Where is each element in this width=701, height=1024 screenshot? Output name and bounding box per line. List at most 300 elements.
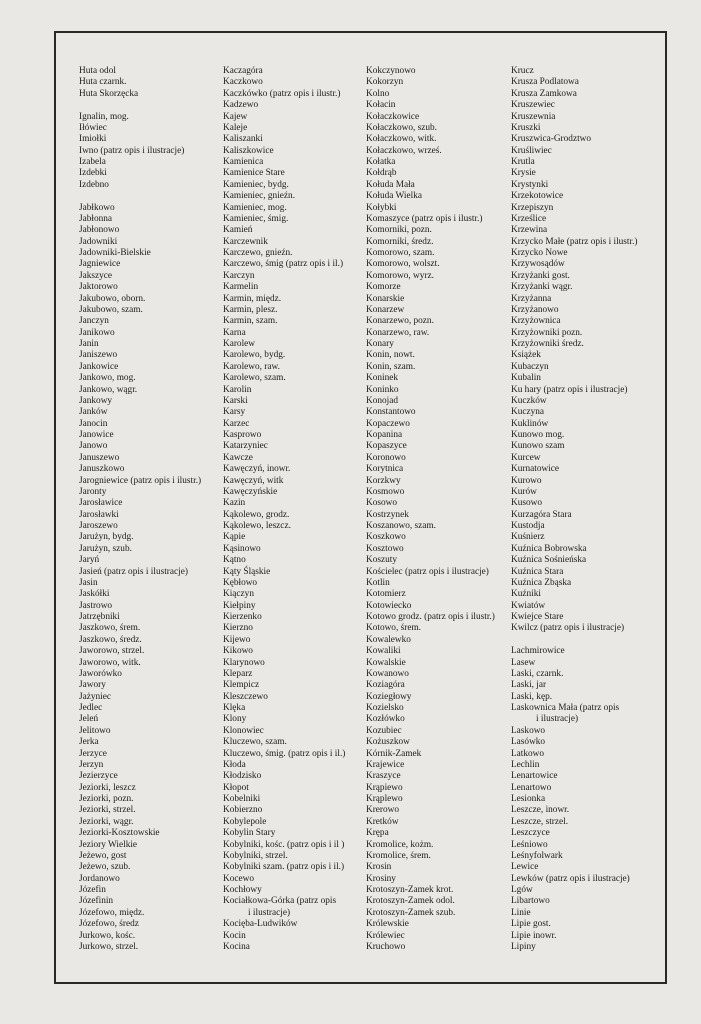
place-entry: Kleparz [223, 668, 253, 679]
place-entry: Kozubiec [366, 725, 402, 736]
place-entry: Kołybki [366, 202, 397, 213]
place-entry: Janowo [79, 441, 108, 452]
place-entry: Kąsinowo [223, 543, 261, 554]
place-entry: Jurkowo, kośc. [79, 930, 136, 941]
place-entry: Jerzyce [79, 748, 107, 759]
place-entry: Krępa [366, 828, 389, 839]
place-entry: Jeleń [79, 714, 99, 725]
place-entry: Kocięba-Ludwików [223, 919, 298, 930]
place-entry: Kobylniki, kośc. (patrz opis i il ) [223, 839, 345, 850]
place-entry: Laski, czarnk. [511, 668, 564, 679]
place-entry: Kłopot [223, 782, 249, 793]
place-entry: Koziegłowy [366, 691, 412, 702]
place-entry: Kołaczkowo, szub. [366, 122, 437, 133]
place-entry: Kaczkowo [223, 77, 263, 88]
place-entry: Kikowo [223, 646, 253, 657]
place-entry: Karolin [223, 384, 252, 395]
place-entry: Krzepiszyn [511, 202, 554, 213]
place-entry: Kunowo szam [511, 441, 565, 452]
place-entry: Kopaszyce [366, 441, 407, 452]
place-entry: Koninek [366, 373, 399, 384]
place-entry: Koninko [366, 384, 399, 395]
place-entry: Lechlin [511, 759, 540, 770]
place-entry: Lipie gost. [511, 919, 551, 930]
column-1 [79, 66, 219, 953]
place-entry: Imiołki [79, 134, 107, 145]
place-entry: Lenartowo [511, 782, 552, 793]
place-entry: Kokorzyn [366, 77, 404, 88]
place-entry: Jankowo, wągr. [79, 384, 138, 395]
place-entry: Kurnatowice [511, 464, 560, 475]
place-entry: Jabłonowo [79, 225, 120, 236]
place-entry: Kozielsko [366, 703, 404, 713]
place-entry: Izdebno [79, 179, 109, 190]
place-entry: Krutla [511, 157, 535, 167]
place-entry: Jankowo, mog. [79, 373, 136, 384]
place-entry: Iwno (patrz opis i ilustracje) [79, 145, 185, 156]
place-entry: Jakubowo, oborn. [79, 293, 146, 304]
place-entry: Krosin [366, 862, 392, 873]
place-entry: Krzycko Małe (patrz opis i ilustr.) [511, 236, 638, 247]
place-entry: Kwiejce Stare [511, 612, 564, 622]
place-entry: Krzyżanki wągr. [511, 282, 573, 293]
place-entry: Kierzno [223, 623, 253, 634]
place-entry: Lasówko [511, 737, 546, 748]
place-entry: Kozłówko [366, 714, 405, 725]
place-entry: Kleszczewo [223, 691, 268, 702]
place-entry: Jeziorki, wągr. [79, 816, 134, 827]
place-entry: Izabela [79, 157, 106, 167]
place-entry: Jezierzyce [79, 771, 118, 782]
place-entry: Jeziory Wielkie [79, 839, 138, 850]
place-entry: Ku hary (patrz opis i ilustracje) [511, 384, 628, 395]
place-entry: Januszkowo [79, 464, 125, 475]
place-entry: Konin, nowt. [366, 350, 415, 361]
place-entry: Jedlec [79, 703, 103, 713]
place-entry: Kamieniec, mog. [223, 202, 287, 213]
place-entry: Kocin [223, 930, 246, 941]
place-entry: Jażyniec [79, 691, 112, 702]
place-entry: Klempicz [223, 680, 260, 691]
place-entry: Jastrowo [79, 600, 113, 611]
place-entry: Kąkolewo, leszcz. [223, 521, 291, 531]
column-3 [366, 66, 509, 953]
place-entry: Karmin, plesz. [223, 304, 278, 315]
place-entry: Jaworowo, strzel. [79, 646, 145, 657]
place-entry: Kobierzno [223, 805, 263, 816]
place-entry: Józefinin [79, 896, 114, 907]
place-entry: Jelitowo [79, 725, 111, 736]
place-entry: Kawęczyńskie [223, 486, 278, 497]
place-entry: Kosmowo [366, 486, 405, 497]
place-entry: Janikowo [79, 327, 115, 338]
place-entry: Kobylniki szam. (patrz opis i il.) [223, 862, 345, 873]
place-entry: Januszewo [79, 452, 120, 463]
place-entry: Kuźnica Bobrowska [511, 543, 587, 554]
place-entry: Jasin [79, 577, 98, 588]
place-entry: Jeżewo, gost [79, 850, 127, 861]
place-entry: Ignalin, mog. [79, 111, 129, 122]
place-entry: Konarzewo, raw. [366, 327, 430, 338]
place-entry: Kuklinów [511, 418, 549, 429]
place-entry: Kurowo [511, 475, 542, 486]
place-entry: Kruchowo [366, 941, 406, 952]
place-entry: Krysie [511, 168, 536, 179]
place-entry: Kołaczkowice [366, 111, 420, 122]
place-entry: Jankowy [79, 395, 113, 406]
place-entry: Kamieniec, śmig. [223, 213, 289, 224]
place-entry: Kocina [223, 941, 250, 952]
place-entry: Kuczków [511, 395, 547, 406]
place-entry: Jaktorowo [79, 282, 118, 293]
place-entry: Kotowo grodz. (patrz opis i ilustr.) [366, 612, 495, 622]
place-entry: Kątno [223, 555, 246, 566]
place-entry: Krusza Zamkowa [511, 88, 577, 99]
place-entry: Kopanina [366, 430, 403, 440]
place-entry: Kubaczyn [511, 361, 549, 372]
place-entry: Krzyżowniki średz. [511, 339, 584, 349]
place-entry: Kuźniki [511, 589, 541, 600]
place-entry: Jaworówko [79, 668, 122, 679]
place-entry: Krzyżowniki pozn. [511, 327, 583, 338]
place-entry: Komorze [366, 282, 401, 293]
place-entry: Jarogniewice (patrz opis i ilustr.) [79, 475, 202, 486]
place-entry: Laskowo [511, 725, 546, 736]
place-entry: Jarużyn, szub. [79, 543, 132, 554]
place-entry: Kaliszkowice [223, 145, 274, 156]
place-entry: Konary [366, 339, 394, 349]
place-entry: Lipie inowr. [511, 930, 557, 941]
place-entry: Lewków (patrz opis i ilustracje) [511, 873, 630, 884]
place-entry: Kołaczkowo, wrześ. [366, 145, 442, 156]
place-entry: Janiszewo [79, 350, 118, 361]
place-entry: Konarzewo, pozn. [366, 316, 434, 327]
place-entry: Kuczyna [511, 407, 545, 418]
place-entry: Kobylepole [223, 816, 267, 827]
place-entry: Karzec [223, 418, 250, 429]
place-entry: Katarzyniec [223, 441, 268, 452]
place-entry: Jaworowo, witk. [79, 657, 141, 668]
place-entry: Jerka [79, 737, 99, 748]
place-entry: Laski, kęp. [511, 691, 553, 702]
place-entry: Kazin [223, 498, 246, 509]
place-entry: Kowanowo [366, 668, 409, 679]
place-entry: Lenartowice [511, 771, 558, 782]
place-entry: Kotomierz [366, 589, 406, 600]
place-entry: Kruszewnia [511, 111, 556, 122]
place-entry: Janków [79, 407, 108, 418]
place-entry: Kretków [366, 816, 399, 827]
place-entry: Krzyżanna [511, 293, 552, 304]
place-entry: Kawcze [223, 452, 253, 463]
column-4 [511, 66, 661, 953]
place-entry: Klonowiec [223, 725, 264, 736]
place-entry: Komaszyce (patrz opis i ilustr.) [366, 213, 483, 224]
place-entry: Iłówiec [79, 122, 107, 133]
place-entry: Janczyn [79, 316, 109, 327]
place-entry: Kąpie [223, 532, 246, 543]
place-entry: Kluczewo, śmig. (patrz opis i il.) [223, 748, 346, 759]
place-entry: Kubalin [511, 373, 541, 384]
place-entry: Kiączyn [223, 589, 254, 600]
place-entry: Karmelin [223, 282, 259, 293]
place-entry: Janowice [79, 430, 114, 440]
place-entry: Kostrzynek [366, 509, 409, 520]
place-entry: Komorniki, pozn. [366, 225, 432, 236]
place-entry: Karczewnik [223, 236, 268, 247]
place-entry: Kolno [366, 88, 390, 99]
place-entry: Kamień [223, 225, 253, 236]
place-entry: Huta odol [79, 66, 116, 76]
place-entry: Karczewo, gnieźn. [223, 248, 293, 258]
place-entry: Kunowo mog. [511, 430, 565, 440]
place-entry: Kaczkówko (patrz opis i ilustr.) [223, 88, 341, 99]
place-entry: Józefin [79, 885, 106, 895]
place-entry: Karolewo, bydg. [223, 350, 286, 361]
place-entry: Konin, szam. [366, 361, 416, 372]
place-entry: Krzywosądów [511, 259, 565, 270]
place-entry: Lgów [511, 885, 533, 895]
place-entry: Karsy [223, 407, 246, 418]
place-entry: Koronowo [366, 452, 406, 463]
place-entry: Kwiatów [511, 600, 546, 611]
place-entry: Jadowniki-Bielskie [79, 248, 151, 258]
place-entry: Kuźnica Zbąska [511, 577, 572, 588]
place-entry: Kotowiecko [366, 600, 412, 611]
place-entry: Koziagóra [366, 680, 405, 691]
place-entry: Kołatka [366, 157, 396, 167]
place-entry: Koszkowo [366, 532, 406, 543]
place-entry: Kijewo [223, 634, 251, 645]
place-entry: Jadowniki [79, 236, 118, 247]
place-entry: Karski [223, 395, 248, 406]
place-entry: Kamieniec, bydg. [223, 179, 289, 190]
place-entry: Kwilcz (patrz opis i ilustracje) [511, 623, 625, 634]
place-entry: Lesionka [511, 794, 546, 804]
place-entry: Korytnica [366, 464, 404, 475]
place-entry: Jankowice [79, 361, 119, 372]
place-entry: Izdebki [79, 168, 107, 179]
place-entry: Kusowo [511, 498, 542, 509]
place-entry: Klęka [223, 703, 246, 713]
place-entry: Kuźnica Stara [511, 566, 564, 577]
place-entry: Karmin, szam. [223, 316, 278, 327]
place-entry: Janocin [79, 418, 108, 429]
place-entry: Leszcze, strzel. [511, 816, 569, 827]
place-entry: Kadzewo [223, 100, 259, 111]
place-entry: Józefowo, międz. [79, 907, 145, 918]
place-entry: Krosiny [366, 873, 396, 884]
place-entry: Krucz [511, 66, 534, 76]
place-entry: Lasew [511, 657, 536, 668]
place-entry: Jatrzębniki [79, 612, 120, 622]
place-entry: Komorowo, wolszt. [366, 259, 440, 270]
place-entry: Jawory [79, 680, 106, 691]
place-entry: Jarosławki [79, 509, 119, 520]
place-entry: Laskownica Mała (patrz opis [511, 703, 620, 713]
place-entry: Kołdrąb [366, 168, 397, 179]
section-gap [79, 100, 219, 111]
place-entry: Kosztowo [366, 543, 404, 554]
place-entry: Kustodja [511, 521, 545, 531]
place-entry: Konarskie [366, 293, 405, 304]
place-entry: Kowaliki [366, 646, 401, 657]
place-entry: Kruszwica-Grodztwo [511, 134, 592, 145]
place-entry: Kamienica [223, 157, 264, 167]
place-entry: Kruszki [511, 122, 541, 133]
place-entry: Książek [511, 350, 541, 361]
place-entry: Krajewice [366, 759, 405, 770]
place-entry: i ilustracje) [536, 714, 579, 725]
place-entry: Kajew [223, 111, 248, 122]
place-entry: Klony [223, 714, 247, 725]
place-entry: Kaliszanki [223, 134, 263, 145]
place-entry: Komorowo, wyrz. [366, 270, 434, 281]
place-entry: Kołacin [366, 100, 396, 111]
place-entry: Kowalewko [366, 634, 411, 645]
place-entry: Koszanowo, szam. [366, 521, 436, 531]
place-entry: Jurkowo, strzel. [79, 941, 139, 952]
place-entry: Krzewina [511, 225, 548, 236]
place-entry: Kotowo, śrem. [366, 623, 422, 634]
place-entry: Kasprowo [223, 430, 262, 440]
place-entry: Krzekotowice [511, 191, 564, 202]
place-entry: Komorniki, średz. [366, 236, 434, 247]
place-entry: Jerzyn [79, 759, 104, 770]
place-entry: Kowalskie [366, 657, 406, 668]
place-entry: Jaronty [79, 486, 107, 497]
place-entry: Konarzew [366, 304, 405, 315]
place-entry: Leśniowo [511, 839, 548, 850]
place-entry: Jeżewo, szub. [79, 862, 131, 873]
place-entry: Jordanowo [79, 873, 120, 884]
place-entry: Kąkolewo, grodz. [223, 509, 290, 520]
place-entry: Kąty Śląskie [223, 566, 271, 577]
place-entry: Krzyżanki gost. [511, 270, 570, 281]
place-entry: Krzyżanowo [511, 304, 559, 315]
place-entry: Leśnyfolwark [511, 850, 563, 861]
place-entry: Klarynowo [223, 657, 265, 668]
place-entry: Kurów [511, 486, 537, 497]
place-entry: Kocewo [223, 873, 254, 884]
place-entry: i ilustracje) [248, 907, 291, 918]
place-entry: Kokczynowo [366, 66, 416, 76]
place-entry: Krześlice [511, 213, 547, 224]
place-entry: Kębłowo [223, 577, 258, 588]
place-entry: Kotlin [366, 577, 390, 588]
place-entry: Jaskółki [79, 589, 110, 600]
place-entry: Lachmirowice [511, 646, 565, 657]
place-entry: Kruśliwiec [511, 145, 552, 156]
place-entry: Kuśnierz [511, 532, 545, 543]
place-entry: Karolewo, raw. [223, 361, 280, 372]
place-entry: Kobylin Stary [223, 828, 276, 839]
place-entry: Kopaczewo [366, 418, 410, 429]
place-entry: Jakszyce [79, 270, 113, 281]
place-entry: Jarużyn, bydg. [79, 532, 134, 543]
place-entry: Jaryń [79, 555, 100, 566]
place-entry: Lewice [511, 862, 539, 873]
place-entry: Kawęczyń, inowr. [223, 464, 291, 475]
place-entry: Janin [79, 339, 99, 349]
place-entry: Kluczewo, szam. [223, 737, 287, 748]
place-entry: Karczyn [223, 270, 255, 281]
place-entry: Leszcze, inowr. [511, 805, 570, 816]
place-entry: Krotoszyn-Zamek szub. [366, 907, 456, 918]
place-entry: Kraszyce [366, 771, 401, 782]
place-entry: Kierzenko [223, 612, 262, 622]
place-entry: Konojad [366, 395, 399, 406]
place-entry: Krusza Podlatowa [511, 77, 579, 88]
place-entry: Kamienice Stare [223, 168, 285, 179]
place-entry: Kurzagóra Stara [511, 509, 572, 520]
place-entry: Kruszewiec [511, 100, 555, 111]
place-entry: Karolewo, szam. [223, 373, 286, 384]
place-entry: Kórnik-Zamek [366, 748, 422, 759]
place-entry: Karmin, międz. [223, 293, 282, 304]
place-entry: Koszuty [366, 555, 397, 566]
place-entry: Kaleje [223, 122, 248, 133]
section-gap [511, 635, 661, 646]
place-entry: Królewiec [366, 930, 405, 941]
place-entry: Jabłkowo [79, 202, 115, 213]
place-entry: Kołaczkowo, witk. [366, 134, 437, 145]
place-entry: Jagniewice [79, 259, 121, 270]
place-entry: Laski, jar [511, 680, 547, 691]
place-entry: Kołuda Wielka [366, 191, 422, 202]
place-entry: Kołuda Mała [366, 179, 415, 190]
place-entry: Kłodzisko [223, 771, 262, 782]
place-entry: Kromolice, kożm. [366, 839, 434, 850]
place-entry: Huta Skorzęcka [79, 88, 139, 99]
place-entry: Krerowo [366, 805, 400, 816]
place-entry: Jaszkowo, śrem. [79, 623, 141, 634]
place-entry: Jeziorki, leszcz [79, 782, 136, 793]
place-entry: Kobelniki [223, 794, 261, 804]
place-entry: Lipiny [511, 941, 536, 952]
place-entry: Konstantowo [366, 407, 416, 418]
place-entry: Libartowo [511, 896, 550, 907]
place-entry: Kawęczyń, witk [223, 475, 284, 486]
place-entry: Kuźnica Sośnieńska [511, 555, 587, 566]
place-entry: Latkowo [511, 748, 545, 759]
place-entry: Kociałkowa-Górka (patrz opis [223, 896, 337, 907]
place-entry: Huta czarnk. [79, 77, 127, 88]
place-entry: Jeziorki, pozn. [79, 794, 134, 804]
column-2 [223, 66, 363, 953]
place-entry: Karolew [223, 339, 256, 349]
place-entry: Krzycko Nowe [511, 248, 568, 258]
place-entry: Jakubowo, szam. [79, 304, 143, 315]
place-entry: Jarosławice [79, 498, 123, 509]
place-entry: Krystynki [511, 179, 549, 190]
place-entry: Kamieniec, gnieźn. [223, 191, 296, 202]
place-entry: Jaroszewo [79, 521, 118, 531]
place-entry: Józefowo, średz [79, 919, 139, 930]
place-entry: Kościelec (patrz opis i ilustracje) [366, 566, 489, 577]
place-entry: Królewskie [366, 919, 409, 930]
place-entry: Komorowo, szam. [366, 248, 435, 258]
place-entry: Kobylniki, strzel. [223, 850, 288, 861]
place-entry: Kłoda [223, 759, 246, 770]
place-entry: Krotoszyn-Zamek odol. [366, 896, 455, 907]
place-entry: Krotoszyn-Zamek krot. [366, 885, 454, 895]
place-entry: Kromolice, śrem. [366, 850, 431, 861]
place-entry: Leszczyce [511, 828, 550, 839]
place-entry: Jeziorki-Kosztowskie [79, 828, 160, 839]
section-gap [79, 191, 219, 202]
place-entry: Kożuszkow [366, 737, 410, 748]
